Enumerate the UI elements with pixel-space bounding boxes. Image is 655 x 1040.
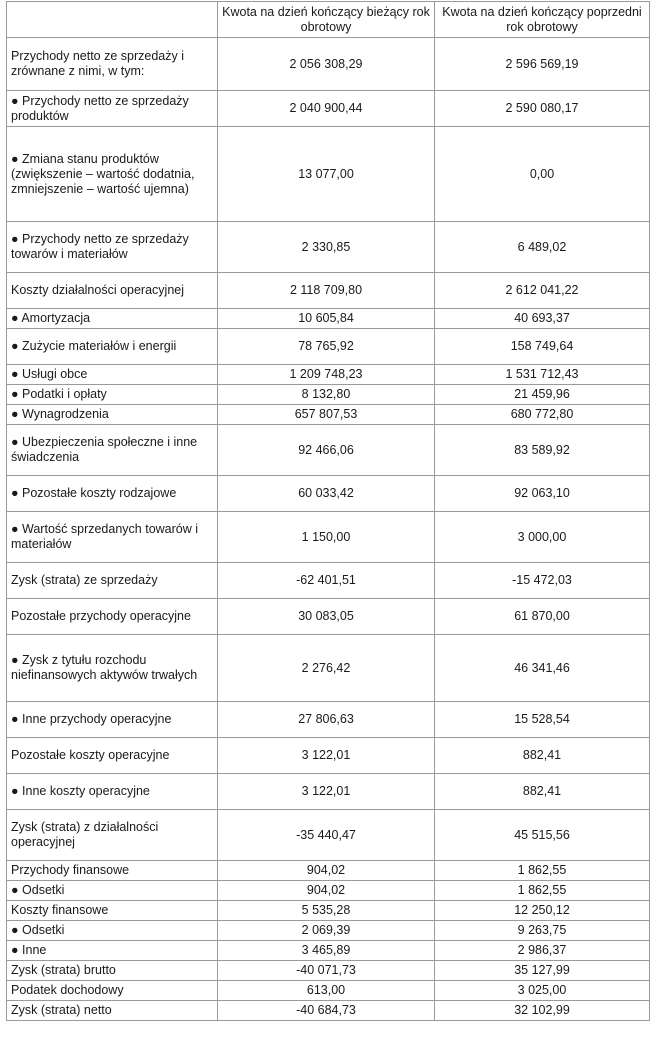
row-label: ● Odsetki: [7, 921, 218, 941]
table-row: [7, 981, 650, 1001]
current-year-value: 1 209 748,23: [218, 365, 435, 385]
table-row: [7, 38, 650, 91]
row-label: ● Ubezpieczenia społeczne i inne świadczenia: [7, 425, 218, 476]
current-year-value: 10 605,84: [218, 309, 435, 329]
row-label: Zysk (strata) ze sprzedaży: [7, 563, 218, 599]
current-year-value: 78 765,92: [218, 329, 435, 365]
table-body: [7, 38, 650, 1021]
current-year-value: 5 535,28: [218, 901, 435, 921]
current-year-value: -40 071,73: [218, 961, 435, 981]
table-row: [7, 901, 650, 921]
previous-year-value: 1 862,55: [435, 861, 650, 881]
table-row: [7, 385, 650, 405]
previous-year-value: 2 986,37: [435, 941, 650, 961]
header-label-cell: [7, 2, 218, 38]
row-label: Koszty finansowe: [7, 901, 218, 921]
row-label: Przychody finansowe: [7, 861, 218, 881]
previous-year-value: 12 250,12: [435, 901, 650, 921]
previous-year-value: 35 127,99: [435, 961, 650, 981]
table-row: [7, 635, 650, 702]
current-year-value: 60 033,42: [218, 476, 435, 512]
previous-year-value: 45 515,56: [435, 810, 650, 861]
current-year-value: 2 330,85: [218, 222, 435, 273]
table-row: [7, 127, 650, 222]
current-year-value: -62 401,51: [218, 563, 435, 599]
current-year-value: 92 466,06: [218, 425, 435, 476]
row-label: ● Inne koszty operacyjne: [7, 774, 218, 810]
row-label: ● Zużycie materiałów i energii: [7, 329, 218, 365]
current-year-value: 1 150,00: [218, 512, 435, 563]
previous-year-value: 3 000,00: [435, 512, 650, 563]
previous-year-value: 158 749,64: [435, 329, 650, 365]
table-row: [7, 425, 650, 476]
current-year-value: 2 040 900,44: [218, 91, 435, 127]
current-year-value: -35 440,47: [218, 810, 435, 861]
current-year-value: 8 132,80: [218, 385, 435, 405]
table-row: [7, 774, 650, 810]
previous-year-value: 882,41: [435, 774, 650, 810]
row-label: ● Inne przychody operacyjne: [7, 702, 218, 738]
row-label: Pozostałe koszty operacyjne: [7, 738, 218, 774]
previous-year-value: 21 459,96: [435, 385, 650, 405]
previous-year-value: 3 025,00: [435, 981, 650, 1001]
previous-year-value: 40 693,37: [435, 309, 650, 329]
table-row: [7, 941, 650, 961]
table-row: [7, 563, 650, 599]
table-row: [7, 91, 650, 127]
previous-year-value: 2 612 041,22: [435, 273, 650, 309]
previous-year-value: 32 102,99: [435, 1001, 650, 1021]
current-year-value: 904,02: [218, 881, 435, 901]
current-year-value: 27 806,63: [218, 702, 435, 738]
table-row: [7, 702, 650, 738]
previous-year-value: 882,41: [435, 738, 650, 774]
previous-year-value: -15 472,03: [435, 563, 650, 599]
row-label: ● Przychody netto ze sprzedaży produktów: [7, 91, 218, 127]
row-label: ● Zysk z tytułu rozchodu niefinansowych aktywów trwałych: [7, 635, 218, 702]
previous-year-value: 46 341,46: [435, 635, 650, 702]
row-label: Pozostałe przychody operacyjne: [7, 599, 218, 635]
table-row: [7, 512, 650, 563]
current-year-value: 2 056 308,29: [218, 38, 435, 91]
table-row: [7, 273, 650, 309]
row-label: Podatek dochodowy: [7, 981, 218, 1001]
previous-year-value: 83 589,92: [435, 425, 650, 476]
previous-year-value: 1 862,55: [435, 881, 650, 901]
table-row: [7, 365, 650, 385]
current-year-value: 657 807,53: [218, 405, 435, 425]
current-year-value: -40 684,73: [218, 1001, 435, 1021]
current-year-value: 3 465,89: [218, 941, 435, 961]
current-year-value: 613,00: [218, 981, 435, 1001]
row-label: Zysk (strata) netto: [7, 1001, 218, 1021]
table-row: [7, 599, 650, 635]
previous-year-value: 0,00: [435, 127, 650, 222]
previous-year-value: 92 063,10: [435, 476, 650, 512]
row-label: ● Przychody netto ze sprzedaży towarów i materiałów: [7, 222, 218, 273]
current-year-value: 3 122,01: [218, 774, 435, 810]
header-current-year: Kwota na dzień kończący bieżący rok obrotowy: [218, 2, 435, 38]
table-row: [7, 738, 650, 774]
current-year-value: 3 122,01: [218, 738, 435, 774]
row-label: ● Wartość sprzedanych towarów i materiałów: [7, 512, 218, 563]
previous-year-value: 61 870,00: [435, 599, 650, 635]
table-row: [7, 405, 650, 425]
row-label: Zysk (strata) z działalności operacyjnej: [7, 810, 218, 861]
current-year-value: 2 118 709,80: [218, 273, 435, 309]
row-label: ● Amortyzacja: [7, 309, 218, 329]
row-label: ● Wynagrodzenia: [7, 405, 218, 425]
table-row: [7, 921, 650, 941]
previous-year-value: 6 489,02: [435, 222, 650, 273]
row-label: ● Podatki i opłaty: [7, 385, 218, 405]
table-row: [7, 961, 650, 981]
current-year-value: 30 083,05: [218, 599, 435, 635]
header-previous-year: Kwota na dzień kończący poprzedni rok obrotowy: [435, 2, 650, 38]
table-row: [7, 810, 650, 861]
current-year-value: 2 069,39: [218, 921, 435, 941]
table-row: [7, 222, 650, 273]
row-label: Koszty działalności operacyjnej: [7, 273, 218, 309]
table-row: [7, 476, 650, 512]
current-year-value: 13 077,00: [218, 127, 435, 222]
previous-year-value: 1 531 712,43: [435, 365, 650, 385]
financial-table-container: [6, 1, 650, 1021]
row-label: ● Inne: [7, 941, 218, 961]
previous-year-value: 680 772,80: [435, 405, 650, 425]
table-row: [7, 1001, 650, 1021]
profit-loss-table: [6, 1, 650, 1021]
row-label: Zysk (strata) brutto: [7, 961, 218, 981]
previous-year-value: 2 590 080,17: [435, 91, 650, 127]
row-label: ● Pozostałe koszty rodzajowe: [7, 476, 218, 512]
current-year-value: 2 276,42: [218, 635, 435, 702]
previous-year-value: 2 596 569,19: [435, 38, 650, 91]
current-year-value: 904,02: [218, 861, 435, 881]
previous-year-value: 9 263,75: [435, 921, 650, 941]
table-row: [7, 309, 650, 329]
row-label: Przychody netto ze sprzedaży i zrównane z nimi, w tym:: [7, 38, 218, 91]
table-row: [7, 861, 650, 881]
row-label: ● Odsetki: [7, 881, 218, 901]
table-row: [7, 881, 650, 901]
previous-year-value: 15 528,54: [435, 702, 650, 738]
row-label: ● Zmiana stanu produktów (zwiększenie – wartość dodatnia, zmniejszenie – wartość ujemna): [7, 127, 218, 222]
row-label: ● Usługi obce: [7, 365, 218, 385]
header-row: [7, 2, 650, 38]
table-row: [7, 329, 650, 365]
